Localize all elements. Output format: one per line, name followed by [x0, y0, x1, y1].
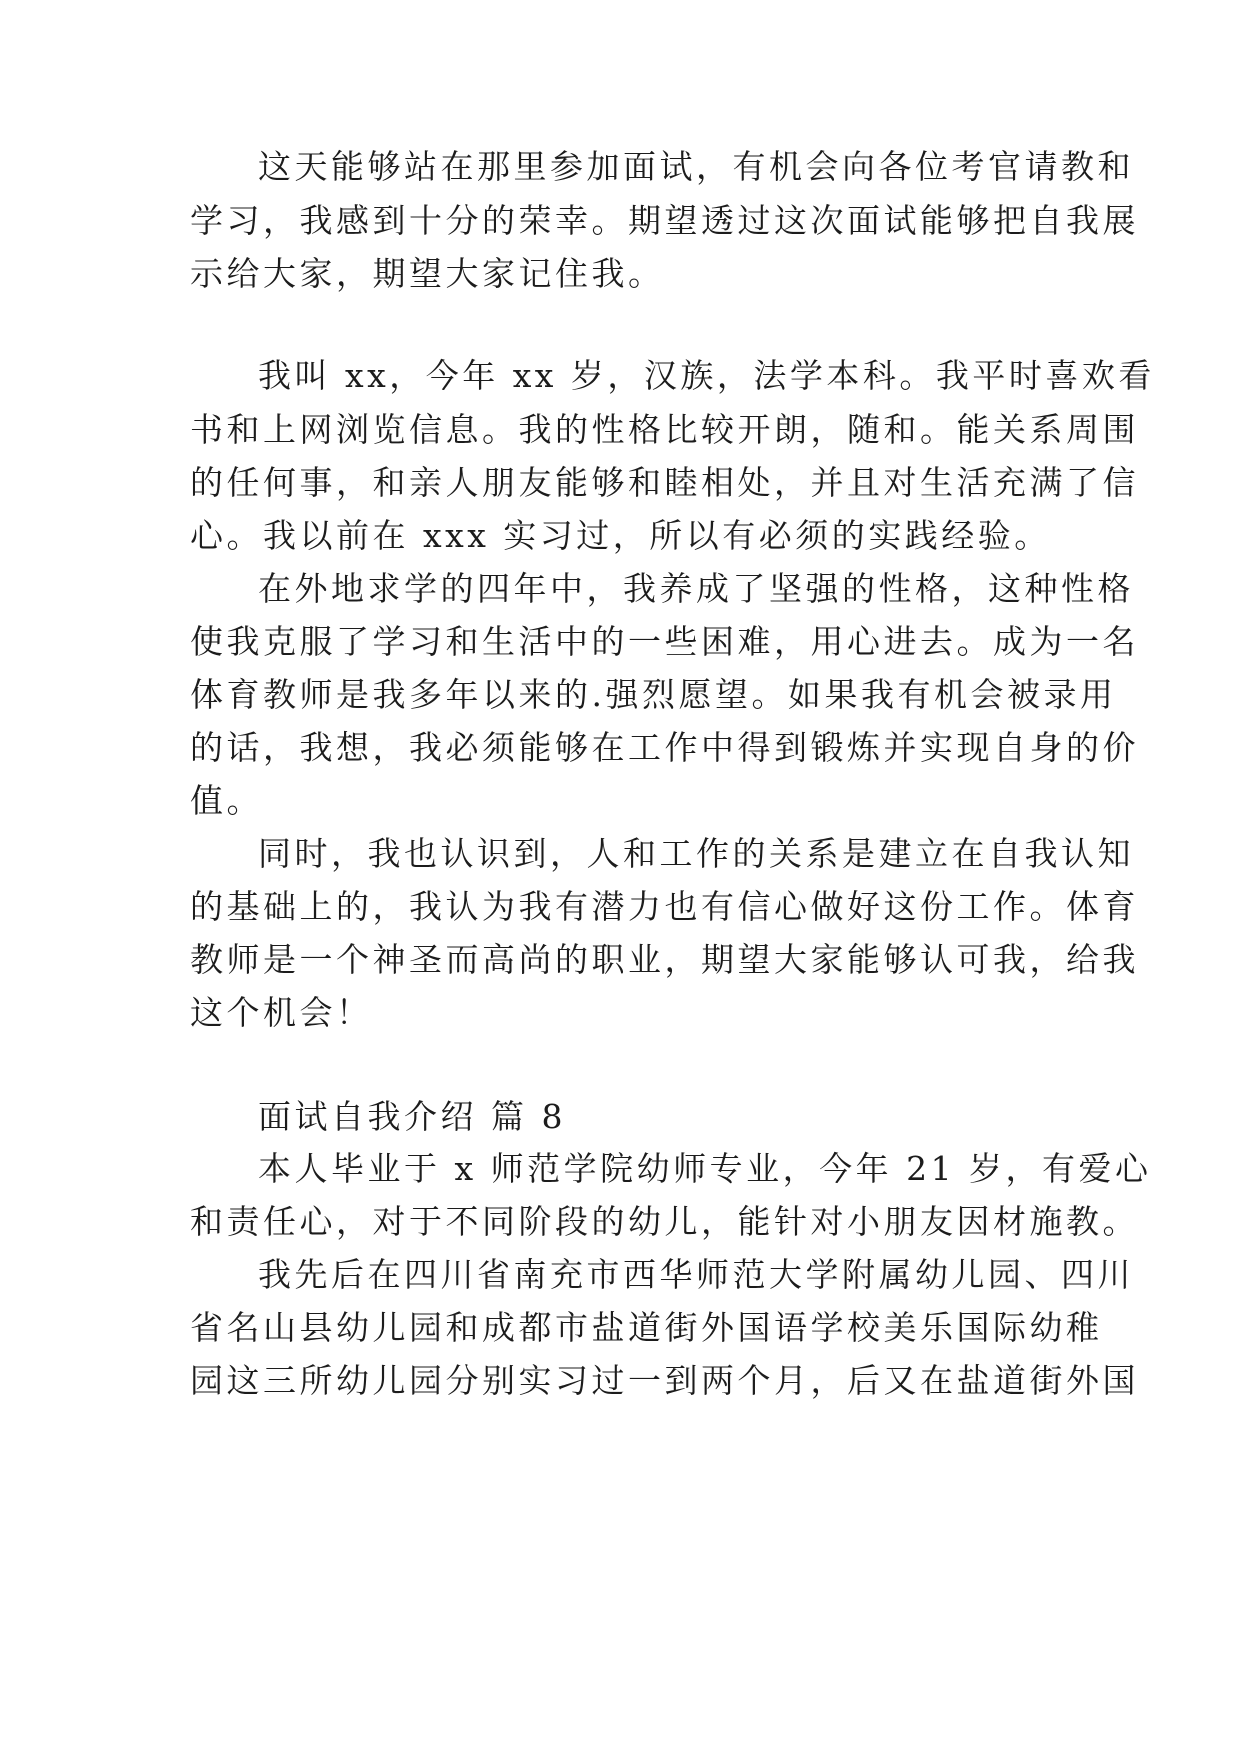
- text-line: 本人毕业于 x 师范学院幼师专业，今年 21 岁，有爱心: [258, 1149, 1152, 1188]
- text-line: 我先后在四川省南充市西华师范大学附属幼儿园、四川: [258, 1255, 1134, 1294]
- text-line: 园这三所幼儿园分别实习过一到两个月，后又在盐道街外国: [190, 1361, 1139, 1400]
- text-line: 书和上网浏览信息。我的性格比较开朗，随和。能关系周围: [190, 410, 1139, 449]
- text-line: 值。: [190, 781, 263, 820]
- text-line: 这天能够站在那里参加面试，有机会向各位考官请教和: [258, 147, 1134, 186]
- text-line: 同时，我也认识到，人和工作的关系是建立在自我认知: [258, 834, 1134, 873]
- text-line: 教师是一个神圣而高尚的职业，期望大家能够认可我，给我: [190, 940, 1139, 979]
- text-line: 的话，我想，我必须能够在工作中得到锻炼并实现自身的价: [190, 728, 1139, 767]
- text-line: 心。我以前在 xxx 实习过，所以有必须的实践经验。: [190, 516, 1051, 555]
- text-line: 体育教师是我多年以来的.强烈愿望。如果我有机会被录用: [190, 675, 1117, 714]
- text-line: 这个机会！: [190, 993, 373, 1032]
- section-heading: 面试自我介绍 篇 8: [258, 1097, 566, 1136]
- text-line: 使我克服了学习和生活中的一些困难，用心进去。成为一名: [190, 622, 1139, 661]
- text-line: 学习，我感到十分的荣幸。期望透过这次面试能够把自我展: [190, 201, 1139, 240]
- text-line: 的任何事，和亲人朋友能够和睦相处，并且对生活充满了信: [190, 463, 1139, 502]
- text-line: 在外地求学的四年中，我养成了坚强的性格，这种性格: [258, 569, 1134, 608]
- text-line: 和责任心，对于不同阶段的幼儿，能针对小朋友因材施教。: [190, 1202, 1139, 1241]
- text-line: 的基础上的，我认为我有潜力也有信心做好这份工作。体育: [190, 887, 1139, 926]
- text-line: 省名山县幼儿园和成都市盐道街外国语学校美乐国际幼稚: [190, 1308, 1103, 1347]
- text-line: 示给大家，期望大家记住我。: [190, 254, 665, 293]
- text-line: 我叫 xx，今年 xx 岁，汉族，法学本科。我平时喜欢看: [258, 356, 1155, 395]
